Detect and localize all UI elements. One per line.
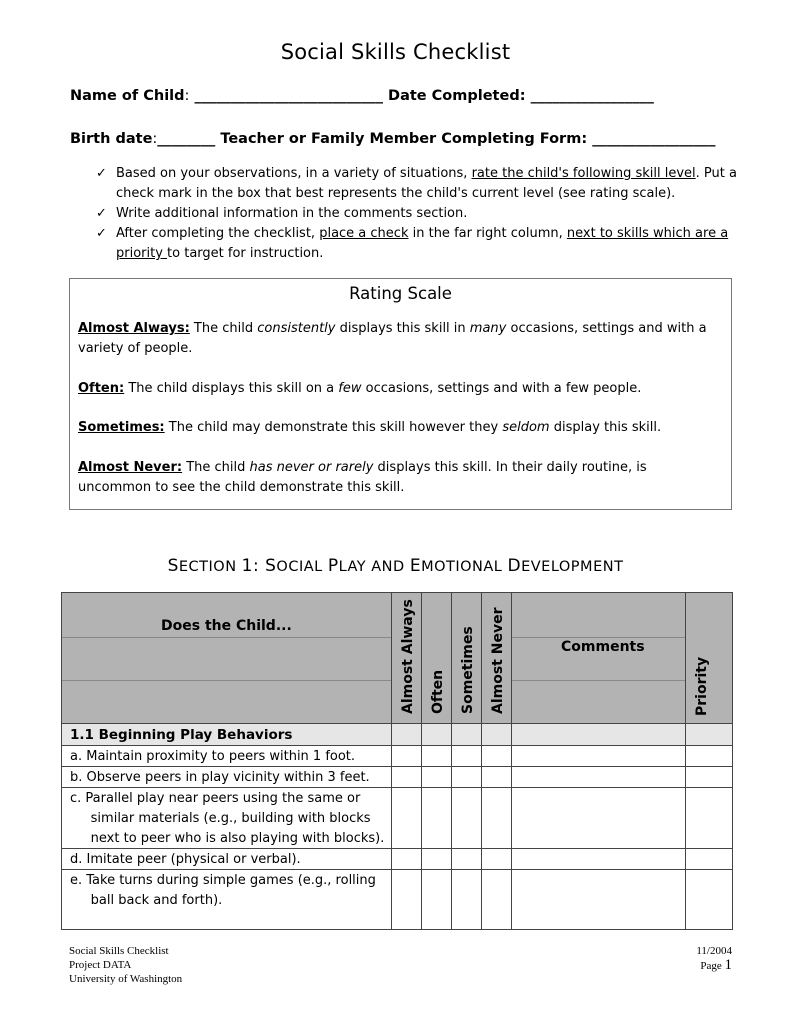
birth-teacher-line [70, 131, 715, 147]
rating-cell[interactable] [392, 746, 422, 766]
rating-text: displays this skill. In their daily routine, is uncommon to see the child demonstrate this skill. [78, 460, 647, 495]
column-line [511, 592, 512, 930]
header-sometimes: Sometimes [460, 626, 476, 714]
section-title-part: E [409, 556, 422, 576]
footer-project: Project DATA [69, 959, 132, 971]
skill-row-d: d. Imitate peer (physical or verbal). [70, 852, 301, 867]
date-field[interactable]: _________________ [530, 88, 654, 104]
instruction-underlined: place a check [319, 226, 409, 241]
footer-page [600, 958, 732, 973]
section-title-part: OCIAL [276, 559, 328, 575]
instruction-item [96, 164, 746, 204]
column-line [481, 592, 482, 930]
page-number: 1 [724, 957, 732, 973]
table-border [61, 929, 733, 930]
name-colon: : [184, 88, 190, 104]
rating-text: displays this skill in [335, 321, 470, 336]
instruction-text: Based on your observations, in a variety of situations, [116, 166, 472, 181]
check-icon: ✓ [96, 206, 107, 221]
rating-text: occasions, settings and with a variety of people. [78, 321, 707, 356]
birth-field[interactable]: ________ [157, 131, 216, 147]
column-line [391, 592, 392, 930]
name-date-line [70, 88, 654, 104]
date-label: Date Completed: [388, 88, 526, 104]
skill-row-e-line-1: e. Take turns during simple games (e.g., rolling [70, 873, 376, 888]
row-line [61, 766, 733, 767]
header-priority: Priority [694, 656, 710, 716]
category-label: 1.1 Beginning Play Behaviors [70, 727, 293, 743]
instruction-text: in the far right column, [408, 226, 567, 241]
rating-term: Often: [78, 381, 125, 396]
section-title-part: D [507, 556, 522, 576]
rating-cell[interactable] [422, 746, 452, 766]
header-often: Often [430, 669, 446, 714]
instruction-text: Write additional information in the comments section. [116, 206, 468, 221]
instruction-underlined: rate the child's following skill level [471, 166, 696, 181]
row-line [61, 787, 733, 788]
rating-emphasis: seldom [502, 420, 550, 435]
rating-often [78, 379, 718, 399]
skill-row-a: a. Maintain proximity to peers within 1 foot. [70, 749, 356, 764]
row-line [61, 848, 733, 849]
instruction-underlined: next to skills which are a priority [116, 226, 729, 261]
rating-emphasis: many [469, 321, 507, 336]
header-divider [512, 637, 686, 638]
instruction-item [96, 204, 746, 224]
teacher-field[interactable]: _________________ [592, 131, 716, 147]
rating-text: occasions, settings and with a few people. [361, 381, 642, 396]
header-divider [61, 680, 391, 681]
page-label: Page [700, 960, 722, 972]
skill-row-b: b. Observe peers in play vicinity within 3 feet. [70, 770, 370, 785]
name-field[interactable]: __________________________ [194, 88, 383, 104]
name-label: Name of Child [70, 88, 185, 104]
teacher-label: Teacher or Family Member Completing Form: [220, 131, 588, 147]
skill-row-e-line-2: ball back and forth). [70, 893, 223, 908]
rating-emphasis: has never or rarely [249, 460, 374, 475]
rating-term: Sometimes: [78, 420, 165, 435]
rating-scale-title: Rating Scale [349, 284, 452, 303]
rating-sometimes [78, 418, 718, 438]
column-line [451, 592, 452, 930]
section-title-part: MOTIONAL [421, 559, 508, 575]
footer-right [600, 944, 732, 973]
section-title [0, 556, 791, 576]
section-title-part: ECTION [178, 559, 242, 575]
skill-row-c-line-1: c. Parallel play near peers using the same or [70, 791, 361, 806]
rating-text: The child displays this skill on a [124, 381, 339, 396]
comments-cell[interactable] [512, 746, 686, 766]
footer-doc-title: Social Skills Checklist [69, 945, 169, 957]
row-line [61, 869, 733, 870]
footer-date: 11/2004 [696, 945, 732, 957]
header-does-the-child: Does the Child... [161, 618, 292, 634]
instructions-list [96, 164, 746, 264]
section-title-part: 1: S [241, 556, 277, 576]
table-border [61, 592, 733, 593]
rating-emphasis: few [338, 381, 362, 396]
check-icon: ✓ [96, 166, 107, 181]
skill-row-c-line-3: next to peer who is also playing with blocks). [70, 831, 385, 846]
priority-cell[interactable] [686, 746, 733, 766]
birth-colon: : [152, 131, 158, 147]
header-divider [61, 637, 391, 638]
rating-cell[interactable] [452, 746, 482, 766]
rating-text: The child [182, 460, 250, 475]
row-line [61, 723, 733, 724]
section-title-part: P [327, 556, 339, 576]
rating-emphasis: consistently [257, 321, 336, 336]
skill-row-c-line-2: similar materials (e.g., building with blocks [70, 811, 371, 826]
page-title: Social Skills Checklist [280, 40, 511, 64]
instruction-text: to target for instruction. [167, 246, 324, 261]
check-icon: ✓ [96, 226, 107, 241]
column-line [685, 592, 686, 930]
header-almost-always: Almost Always [400, 599, 416, 714]
rating-almost-always [78, 319, 718, 359]
footer-left [69, 944, 182, 986]
header-comments: Comments [561, 639, 645, 655]
rating-almost-never [78, 458, 718, 498]
instruction-text: . Put a check mark in the box that best represents the child's current level (see rating scale). [116, 166, 737, 201]
instruction-text: After completing the checklist, [116, 226, 320, 241]
header-divider [512, 680, 686, 681]
rating-scale-box [69, 278, 732, 510]
section-title-part: S [167, 556, 179, 576]
header-almost-never: Almost Never [490, 607, 506, 714]
rating-text: The child may demonstrate this skill however they [164, 420, 503, 435]
birth-label: Birth date [70, 131, 153, 147]
rating-text: The child [189, 321, 258, 336]
rating-text: display this skill. [549, 420, 662, 435]
category-row-bg [391, 723, 733, 745]
rating-term: Almost Always: [78, 321, 190, 336]
table-header-bg [61, 592, 733, 723]
section-title-part: EVELOPMENT [521, 559, 624, 575]
footer-university: University of Washington [69, 973, 183, 985]
checklist-table [61, 592, 733, 930]
column-line [421, 592, 422, 930]
table-border [61, 592, 62, 930]
rating-cell[interactable] [482, 746, 512, 766]
instruction-item [96, 224, 746, 264]
table-border [732, 592, 733, 930]
row-line [61, 745, 733, 746]
section-title-part: LAY AND [338, 559, 410, 575]
rating-term: Almost Never: [78, 460, 183, 475]
